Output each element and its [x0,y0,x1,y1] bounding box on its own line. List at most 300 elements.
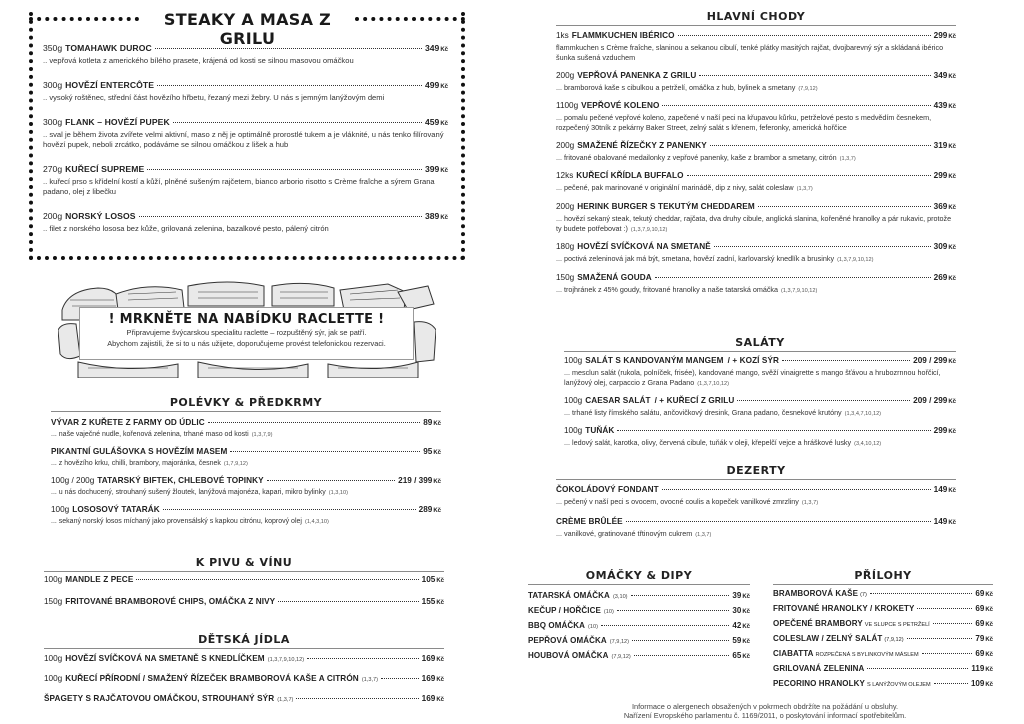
item-name: BRAMBOROVÁ KAŠE [773,589,859,598]
soups-item [51,504,441,527]
item-name: PIKANTNÍ GULÁŠOVKA S HOVĚZÍM MASEM [51,447,228,456]
description-text: ... trhané listy římského salátu, ančovičkový dresink, Grana padano, česnekové krutóny [564,408,842,417]
beer-item [44,574,444,587]
price-currency: Kč [436,578,444,584]
item-row [528,635,750,648]
item-row [44,673,444,686]
description-text: ... pomalu pečené vepřové koleno, zapečené v naší peci na křupavou kůrku, petrželové pesto s medvědím česnekem, rozpečený 30tník z pekárny Baker Street, zelný salát s křenem, feferonky, americká hořčice [556,113,932,132]
item-row [528,590,750,603]
item-description [556,153,956,164]
item-tag: S LANÝŽOVÝM OLEJEM [866,682,931,688]
item-name: TOMAHAWK DUROC [65,43,152,53]
dot-leader [634,655,730,656]
description-allergens: (1,4,3,10) [304,519,329,525]
item-name: LOSOSOVÝ TATARÁK [72,505,160,514]
item-name: CAESAR SALÁT [585,396,651,405]
raclette-line-2: Abychom zajistili, že si to u nás užijete, doporučujeme provést telefonickou rezervaci. [107,339,386,348]
salads-section-title: SALÁTY [564,336,956,352]
description-text: ... vanilkové, gratinované třtinovým cukrem [556,529,693,538]
item-name: KEČUP / HOŘČICE [528,606,601,615]
dot-leader [230,451,420,452]
description-allergens: (1,3,7) [796,186,813,192]
item-description [556,254,956,265]
item-price [975,648,993,661]
grill-section-title: STEAKY A MASA Z GRILU [163,10,332,48]
description-allergens: (1,3,7) [801,500,819,506]
description-allergens: (1,3,7,9,10,12) [781,287,818,294]
mains-item [556,70,956,94]
dot-leader [381,678,419,679]
salads-item [564,425,956,449]
item-weight: 350g [43,43,63,53]
price-value: 299 [933,426,948,435]
price-currency: Kč [985,682,993,688]
price-currency: Kč [985,622,993,628]
dot-leader [917,608,972,609]
item-name: GRILOVANÁ ZELENINA [773,664,865,673]
description-text: ... mesclun salát (rukola, polníček, frisée), kandované mango, svěží vinaigrette s mango šťávou a hrubozrnnou hořčicí, lanýžový olej, carpaccio z Grana Padano [564,368,941,387]
item-name: FLAMMKUCHEN IBÉRICO [571,31,675,40]
price-value: 349 [424,43,440,53]
item-price [975,633,993,646]
price-value: 399 [424,164,440,174]
item-name: BBQ OMÁČKA [528,621,585,630]
sides-list [773,588,993,693]
item-price [975,588,993,601]
price-value: 95 [423,447,433,456]
item-row [773,618,993,631]
item-description [556,183,956,194]
item-name: ŠPAGETY S RAJČATOVOU OMÁČKOU, STROUHANÝ SÝR [44,694,275,703]
item-name: VEPŘOVÁ PANENKA Z GRILU [577,70,697,80]
item-price [934,30,956,43]
mains-section-title: HLAVNÍ CHODY [556,10,956,26]
salads-item [564,355,956,389]
description-text: ... sekaný norský losos míchaný jako provensálský s kapkou citrónu, koprový olej [51,518,302,525]
item-row [51,475,441,488]
price-currency: Kč [433,450,441,456]
dot-leader [907,638,973,639]
price-value: 389 [424,211,440,221]
item-row [564,355,956,368]
item-row [44,596,444,609]
item-row [43,117,448,130]
price-value: 289 [418,505,433,514]
price-currency: Kč [436,657,444,663]
sauces-section-title: OMÁČKY & DIPY [528,569,750,585]
description-text: ... z hovězího krku, chilli, brambory, majoránka, česnek [51,460,221,467]
price-currency: Kč [440,121,448,127]
dot-leader [710,145,931,146]
item-name: OPEČENÉ BRAMBORY [773,619,863,628]
description-allergens: (1,7,9,12) [223,461,248,467]
price-value: 459 [424,117,440,127]
item-row [556,70,956,83]
item-row [528,620,750,633]
desserts-list [556,484,956,548]
price-currency: Kč [948,174,956,180]
item-price [934,70,956,83]
salads-item [564,395,956,419]
item-description [43,130,448,150]
item-row [556,516,956,529]
dot-leader [626,521,931,522]
beer-item [44,596,444,609]
item-price [425,80,448,93]
price-value: 219 / 399 [398,476,433,485]
item-name: SALÁT S KANDOVANÝM MANGEM [585,356,724,365]
item-row [43,43,448,56]
soups-item [51,417,441,440]
soups-list [51,417,441,533]
item-price [425,164,448,177]
item-name: HOUBOVÁ OMÁČKA [528,651,609,660]
item-price [422,574,444,587]
item-name: NORSKÝ LOSOS [65,211,136,221]
item-row [556,201,956,214]
price-value: 109 [970,679,985,688]
item-price [732,650,750,663]
item-description [51,430,441,440]
item-name: FRITOVANÉ BRAMBOROVÉ CHIPS, OMÁČKA Z NIVY [65,597,276,606]
sauces-item [528,605,750,618]
item-name: VEPŘOVÉ KOLENO [581,101,660,110]
item-description [564,408,956,419]
item-price [422,673,444,686]
item-name: CRÈME BRÛLÉE [556,517,623,526]
dot-leader [617,430,930,431]
description-allergens: (7,9,12) [798,85,818,92]
price-currency: Kč [948,275,956,282]
price-value: 319 [933,140,948,150]
price-currency: Kč [948,34,956,40]
dot-leader [147,169,422,170]
price-value: 155 [421,597,436,606]
item-description [556,43,956,63]
item-price [732,605,750,618]
price-currency: Kč [948,73,956,80]
item-price [975,618,993,631]
item-price [913,395,956,408]
description-text: ... u nás dochucený, strouhaný sušený žloutek, lanýžová majonéza, kapari, mikro bylinky [51,489,326,496]
item-price [934,100,956,113]
price-value: 349 [933,70,948,80]
item-allergens: (7,9,12) [611,654,631,660]
item-tag: ROZPEČENÁ S BYLINKOVÝM MÁSLEM [815,652,919,658]
item-row [556,484,956,497]
price-value: 269 [933,272,948,282]
item-allergens: (7,9,12) [609,639,630,645]
dot-leader [662,489,931,490]
item-name: PECORINO HRANOLKY [773,679,865,688]
dot-leader [296,698,418,699]
item-weight: 100g [44,674,63,683]
item-price [934,170,956,183]
dot-leader [867,668,968,669]
item-row [773,588,993,601]
description-allergens: (1,3,4,7,10,12) [844,411,882,417]
item-price [913,355,956,368]
price-value: 149 [933,517,948,526]
item-weight: 200g [556,140,575,150]
item-price [422,693,444,706]
price-value: 209 / 299 [913,396,948,405]
item-price [419,504,441,517]
description-text: flammkuchen s Crème fraîche, slaninou a sekanou cibulí, tenké plátky masitých rajčat, dvojbarevný sýr a skládaná ibérico šunka sušená vzduchem [556,43,944,62]
item-weight: 12ks [556,171,574,180]
sauces-item [528,635,750,648]
mains-item [556,30,956,63]
dot-leader [163,509,416,510]
price-value: 79 [975,634,985,643]
item-row [44,693,444,706]
item-name: ČOKOLÁDOVÝ FONDANT [556,485,659,494]
price-currency: Kč [985,637,993,643]
item-row [43,80,448,93]
sides-item [773,633,993,646]
item-price [425,43,448,56]
price-currency: Kč [742,639,750,645]
salads-list [564,355,956,455]
beer-list [44,574,444,618]
sauces-item [528,650,750,663]
sauces-item [528,590,750,603]
item-price [425,117,448,130]
mains-item [556,201,956,235]
sauces-list [528,590,750,665]
item-row [44,574,444,587]
grill-item [43,117,448,150]
item-weight: 200g [556,70,575,80]
item-tag: VE SLUPCE S PETRŽELÍ [864,622,930,628]
price-currency: Kč [433,479,441,485]
item-weight: 150g [44,597,63,606]
item-row [773,603,993,616]
dot-leader [139,216,422,217]
item-price [934,516,956,529]
price-value: 39 [732,591,742,600]
price-value: 169 [421,654,436,663]
item-row [43,164,448,177]
item-weight: 200g [556,201,575,211]
item-description [556,83,956,94]
item-weight: 1ks [556,31,569,40]
price-currency: Kč [948,488,956,494]
price-value: 69 [975,604,985,613]
item-weight: 100g [44,575,63,584]
price-currency: Kč [948,359,956,365]
sides-item [773,648,993,661]
item-price [934,425,956,438]
price-currency: Kč [440,84,448,90]
item-description [43,177,448,197]
price-value: 69 [975,619,985,628]
dot-leader [699,75,930,76]
price-value: 299 [933,31,948,40]
mains-item [556,272,956,296]
price-value: 299 [933,171,948,180]
price-value: 105 [421,575,436,584]
item-name: TATARSKÝ BIFTEK, CHLEBOVÉ TOPINKY [97,476,264,485]
item-row [773,663,993,676]
mains-item [556,100,956,133]
dot-leader [157,85,422,86]
dot-leader [136,579,418,580]
description-text: ... naše vaječné nudle, kořenová zelenina, trhané maso od kosti [51,431,249,438]
item-weight: 200g [43,211,63,221]
item-price [422,596,444,609]
price-currency: Kč [948,520,956,526]
raclette-line-1: Připravujeme švýcarskou specialitu raclette – rozpuštěný sýr, jak se patří. [126,328,367,337]
item-price [423,417,441,430]
kids-section-title: DĚTSKÁ JÍDLA [44,633,444,649]
item-name: PEPŘOVÁ OMÁČKA [528,636,607,645]
item-name: VÝVAR Z KUŘETE Z FARMY OD ÚDLIC [51,418,205,427]
sides-item [773,618,993,631]
item-price [971,678,993,691]
description-allergens: (1,3,7,9,10,12) [630,226,668,233]
price-currency: Kč [433,508,441,514]
dot-leader [655,277,931,278]
grill-item [43,164,448,197]
description-text: ... ledový salát, karotka, olivy, červená cibule, tuňák v oleji, křepelčí vejce a hráškové lusky [564,438,852,447]
item-row [556,170,956,183]
soups-item [51,446,441,469]
dot-leader [267,480,395,481]
price-currency: Kč [985,592,993,598]
item-weight: 100g [44,654,63,663]
item-description [51,488,441,498]
item-description [564,368,956,389]
item-description [564,438,956,449]
dot-leader [617,610,730,611]
item-row [528,605,750,618]
item-row [556,30,956,43]
raclette-banner [58,280,436,378]
dot-leader [173,122,422,123]
grill-item [43,211,448,234]
dot-leader [155,48,422,49]
dot-leader [632,640,729,641]
price-value: 369 [933,201,948,211]
item-name: MANDLE Z PECE [65,575,134,584]
description-text: ... poctivá zeleninová jak má být, smetana, hovězí zadní, karlovarský knedlík a brusinky [556,254,835,263]
dot-leader [870,593,973,594]
item-description [43,224,448,234]
item-weight: 150g [556,272,575,282]
item-price [398,475,441,488]
price-value: 309 [933,242,948,251]
description-text: ... pečené, pak marinované v originální marinádě, dip z nivy, salát coleslaw [556,183,794,192]
item-row [564,395,956,408]
sides-item [773,603,993,616]
description-text: .. filet z norského lososa bez kůže, grilovaná zelenina, bazalkové pesto, pálený citrón [43,224,329,233]
item-weight: 300g [43,117,63,127]
item-row [773,678,993,691]
beer-section-title: K PIVU & VÍNU [44,556,444,572]
kids-item [44,673,444,686]
price-currency: Kč [742,654,750,660]
mains-list [556,30,956,302]
desserts-item [556,516,956,540]
desserts-item [556,484,956,508]
item-row [528,650,750,663]
price-currency: Kč [985,652,993,658]
item-description [51,459,441,469]
price-currency: Kč [433,421,441,427]
description-text: .. sval je během života zvířete velmi aktivní, maso z něj je optimálně prorostlé tukem a je vláknité, u nás tenko filírovaný hovězí pupek, neboli zrcátko, podáváme se silnou omáčkou z lišek a hub [43,130,444,149]
raclette-title: ! MRKNĚTE NA NABÍDKU RACLETTE ! [108,312,385,327]
item-allergens: (10) [603,609,614,615]
sides-item [773,588,993,601]
item-weight: 100g [564,396,583,405]
soups-item [51,475,441,498]
footnote-line-2: Nařízení Evropského parlamentu č. 1169/2011, o poskytování informací spotřebitelům. [623,711,907,720]
price-value: 119 [971,664,985,673]
description-allergens: (1,3,7,9,10,12) [837,257,874,263]
allergen-footnote [585,702,945,720]
dot-leader [601,625,729,626]
grill-list [43,43,448,248]
description-allergens: (1,3,10) [328,490,348,496]
item-price [934,241,956,254]
item-price [934,201,956,214]
dot-leader [307,658,419,659]
kids-item [44,693,444,706]
item-weight: 100g [564,426,583,435]
dot-leader [934,683,968,684]
description-allergens: (1,3,7,10,12) [697,381,729,387]
item-row [556,241,956,254]
item-row [44,653,444,666]
kids-item [44,653,444,666]
item-tag: (7) [860,592,867,598]
mains-item [556,140,956,164]
dot-leader [922,653,973,654]
description-allergens: (3,4,10,12) [854,441,882,447]
mains-item [556,241,956,265]
item-price [934,140,956,153]
description-allergens: (1,3,7) [695,532,712,538]
item-row [556,272,956,285]
price-value: 209 / 299 [913,356,948,365]
item-name: HERINK BURGER S TEKUTÝM CHEDDAREM [577,201,755,211]
description-text: ... hovězí sekaný steak, tekutý cheddar, rajčata, dva druhy cibule, anglická slanina, kořeněné hranolky a pár rukavic, protože ty budete potřebovat :) [556,213,952,233]
item-row [51,504,441,517]
price-currency: Kč [985,667,993,673]
soups-section-title: POLÉVKY & PŘEDKRMY [51,396,441,412]
price-value: 499 [424,80,440,90]
item-name: CIABATTA [773,649,814,658]
price-value: 65 [732,651,742,660]
price-currency: Kč [948,104,956,110]
item-name: HOVĚZÍ ENTERCÔTE [65,80,155,90]
item-weight: 300g [43,80,63,90]
description-text: ... trojhránek z 45% goudy, fritované hranolky a naše tatarská omáčka [556,284,778,294]
item-description [556,285,956,296]
item-name: TATARSKÁ OMÁČKA [528,591,610,600]
item-extra: / + KOZÍ SÝR [727,356,780,365]
description-allergens: (1,3,7) [839,155,856,162]
price-currency: Kč [742,624,750,630]
price-currency: Kč [436,600,444,606]
item-description [43,93,448,103]
item-price [975,603,993,616]
sides-item [773,678,993,691]
item-row [51,446,441,459]
item-row [51,417,441,430]
description-text: ... fritované obalované medailonky z vepřové panenky, kaše z brambor a smetany, citrón [556,152,837,162]
